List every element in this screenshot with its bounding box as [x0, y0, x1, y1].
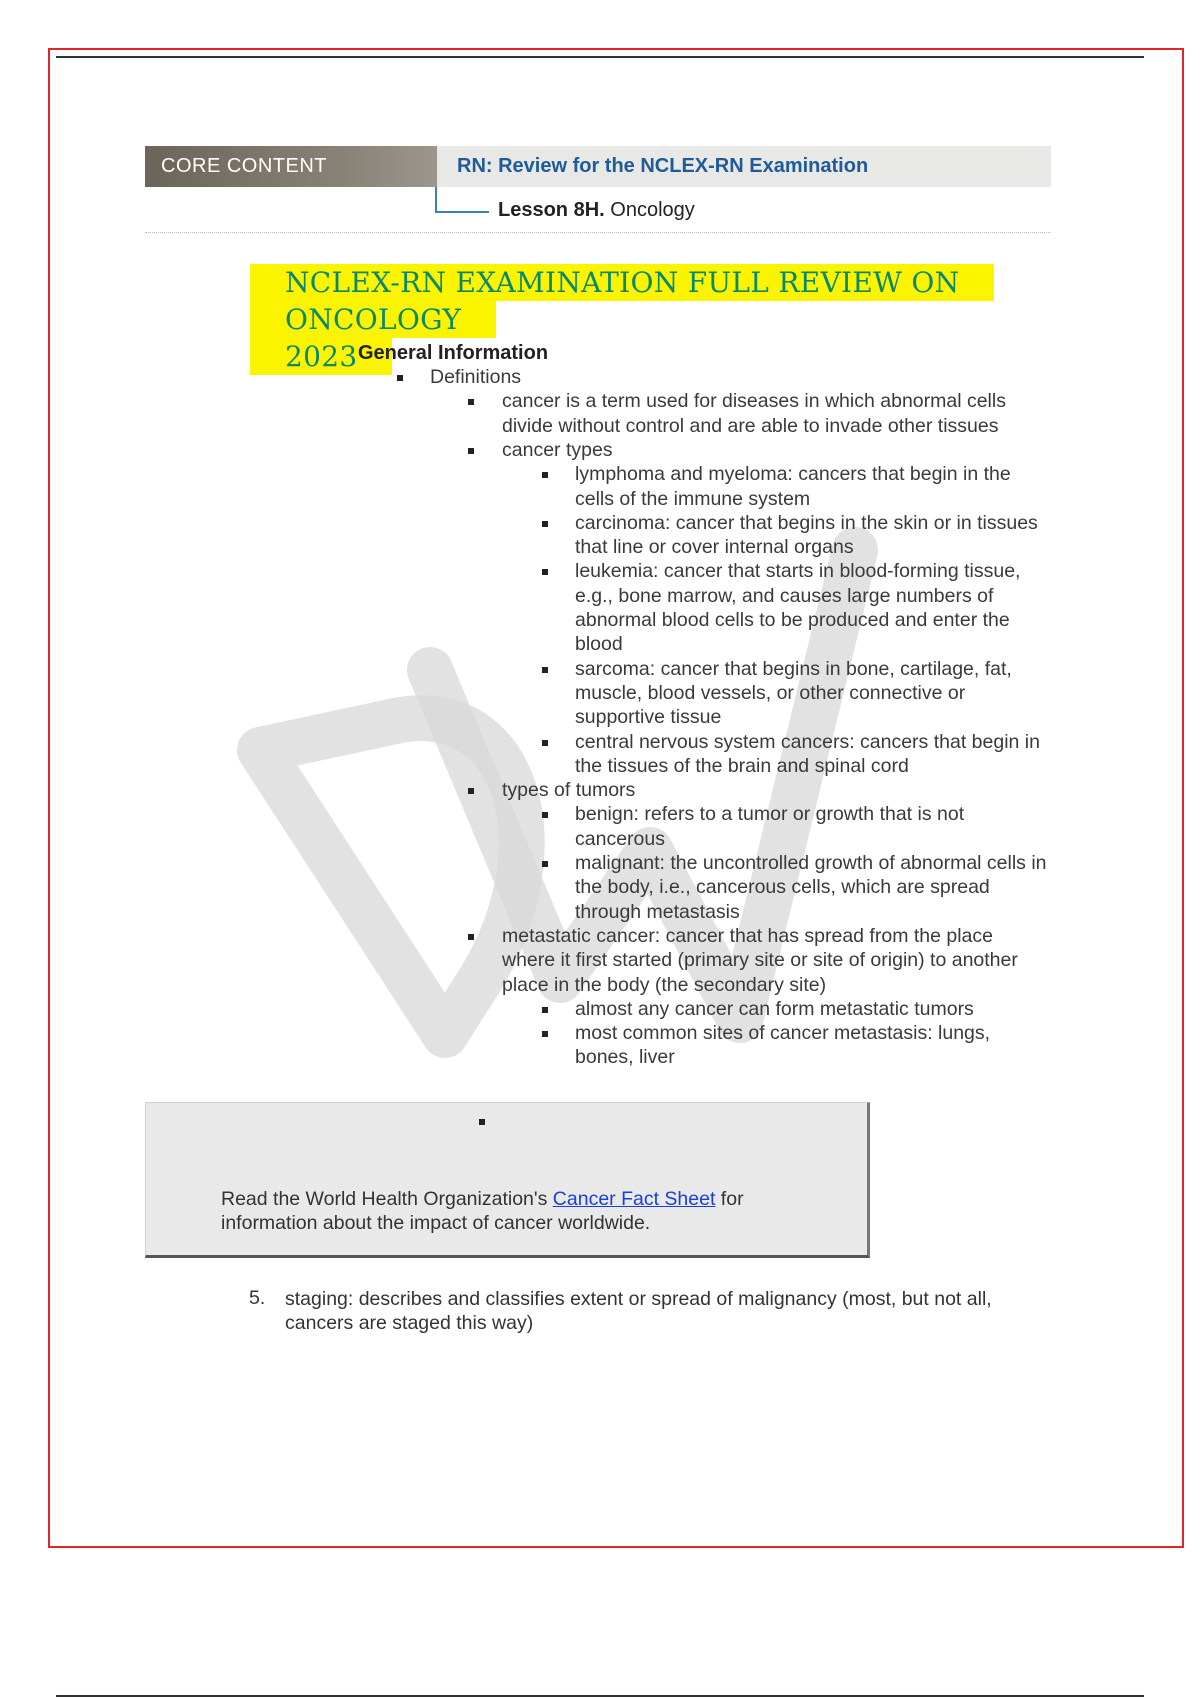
outline-line: Definitions: [430, 366, 522, 388]
outline-line: where it first started (primary site or site of origin) to another: [502, 949, 1018, 972]
lesson-label: [498, 199, 695, 222]
outline-line: bones, liver: [575, 1046, 675, 1069]
outline-line: central nervous system cancers: cancers that begin in: [575, 730, 1040, 753]
outline-line: most common sites of cancer metastasis: lungs,: [575, 1022, 991, 1045]
callout-line-2: information about the impact of cancer worldwide.: [221, 1212, 651, 1234]
lesson-name: Oncology: [610, 199, 695, 221]
course-title: RN: Review for the NCLEX-RN Examination: [457, 155, 869, 177]
staging-text: [285, 1287, 1075, 1335]
outline-line: cancer is a term used for diseases in which abnormal cells: [502, 390, 1006, 413]
cancer-fact-sheet-link[interactable]: Cancer Fact Sheet: [552, 1188, 716, 1210]
outline-bullet: [468, 399, 474, 405]
outline-bullet: [542, 812, 548, 818]
outline-bullet: [468, 788, 474, 794]
outline-bullet: [397, 375, 403, 381]
outline-line: the body, i.e., cancerous cells, which are spread: [575, 876, 990, 899]
header-divider: [145, 232, 1051, 233]
callout-text-before: Read the World Health Organization's: [221, 1188, 553, 1210]
info-callout-box: [145, 1102, 870, 1258]
outline-line: divide without control and are able to invade other tissues: [502, 414, 999, 437]
outline-bullet: [542, 861, 548, 867]
outline-bullet: [542, 1007, 548, 1013]
outline-line: through metastasis: [575, 900, 740, 923]
callout-text: [221, 1187, 821, 1235]
outline-line: metastatic cancer: cancer that has spread from the place: [502, 924, 993, 947]
core-content-label: CORE CONTENT: [145, 146, 437, 187]
outline-bullet: [542, 740, 548, 746]
outline-bullet: [542, 521, 548, 527]
outline-line: the tissues of the brain and spinal cord: [575, 754, 909, 777]
outline-bullet: [468, 448, 474, 454]
outline-line: leukemia: cancer that starts in blood-forming tissue,: [575, 560, 1021, 583]
outline-line: supportive tissue: [575, 706, 722, 729]
outline-line: muscle, blood vessels, or other connective or: [575, 681, 966, 704]
outline-line: lymphoma and myeloma: cancers that begin in the: [575, 463, 1011, 486]
outline-line: cancer types: [502, 438, 613, 461]
outline-line: cells of the immune system: [575, 487, 811, 510]
outline-bullet: [468, 934, 474, 940]
staging-number: 5.: [249, 1287, 266, 1309]
outline-line: abnormal blood cells to be produced and enter the: [575, 609, 1010, 631]
outline-line: that line or cover internal organs: [575, 536, 854, 559]
outline-bullet: [542, 667, 548, 673]
outline-line: cancerous: [575, 827, 665, 850]
lesson-connector-line: [435, 187, 489, 213]
outline-line: malignant: the uncontrolled growth of abnormal cells in: [575, 852, 1047, 874]
lesson-code: Lesson 8H.: [498, 199, 605, 221]
outline-line: e.g., bone marrow, and causes large numbers of: [575, 584, 994, 607]
top-rule: [56, 56, 1144, 58]
outline-line: sarcoma: cancer that begins in bone, cartilage, fat,: [575, 657, 1012, 680]
section-heading: General Information: [358, 342, 549, 364]
outline-bullet: [542, 472, 548, 478]
outline-line: types of tumors: [502, 779, 636, 802]
outline-line: blood: [575, 633, 623, 656]
outline-line: almost any cancer can form metastatic tumors: [575, 997, 974, 1020]
callout-text-after: for: [715, 1188, 744, 1210]
staging-line-2: cancers are staged this way): [285, 1312, 534, 1334]
outline-line: carcinoma: cancer that begins in the skin or in tissues: [575, 511, 1038, 534]
outline-line: benign: refers to a tumor or growth that is not: [575, 803, 965, 826]
bottom-rule: [56, 1695, 1144, 1697]
outline-line: place in the body (the secondary site): [502, 973, 827, 996]
staging-line-1: staging: describes and classifies extent or spread of malignancy (most, but not all,: [285, 1288, 992, 1310]
callout-bullet: [479, 1119, 485, 1125]
outline-bullet: [542, 1031, 548, 1037]
lesson-header-bar: [145, 146, 1051, 187]
outline-bullet: [542, 569, 548, 575]
title-line-2: 2023: [285, 340, 358, 373]
title-line-1: NCLEX-RN EXAMINATION FULL REVIEW ON ONCOLOGY: [285, 266, 960, 336]
